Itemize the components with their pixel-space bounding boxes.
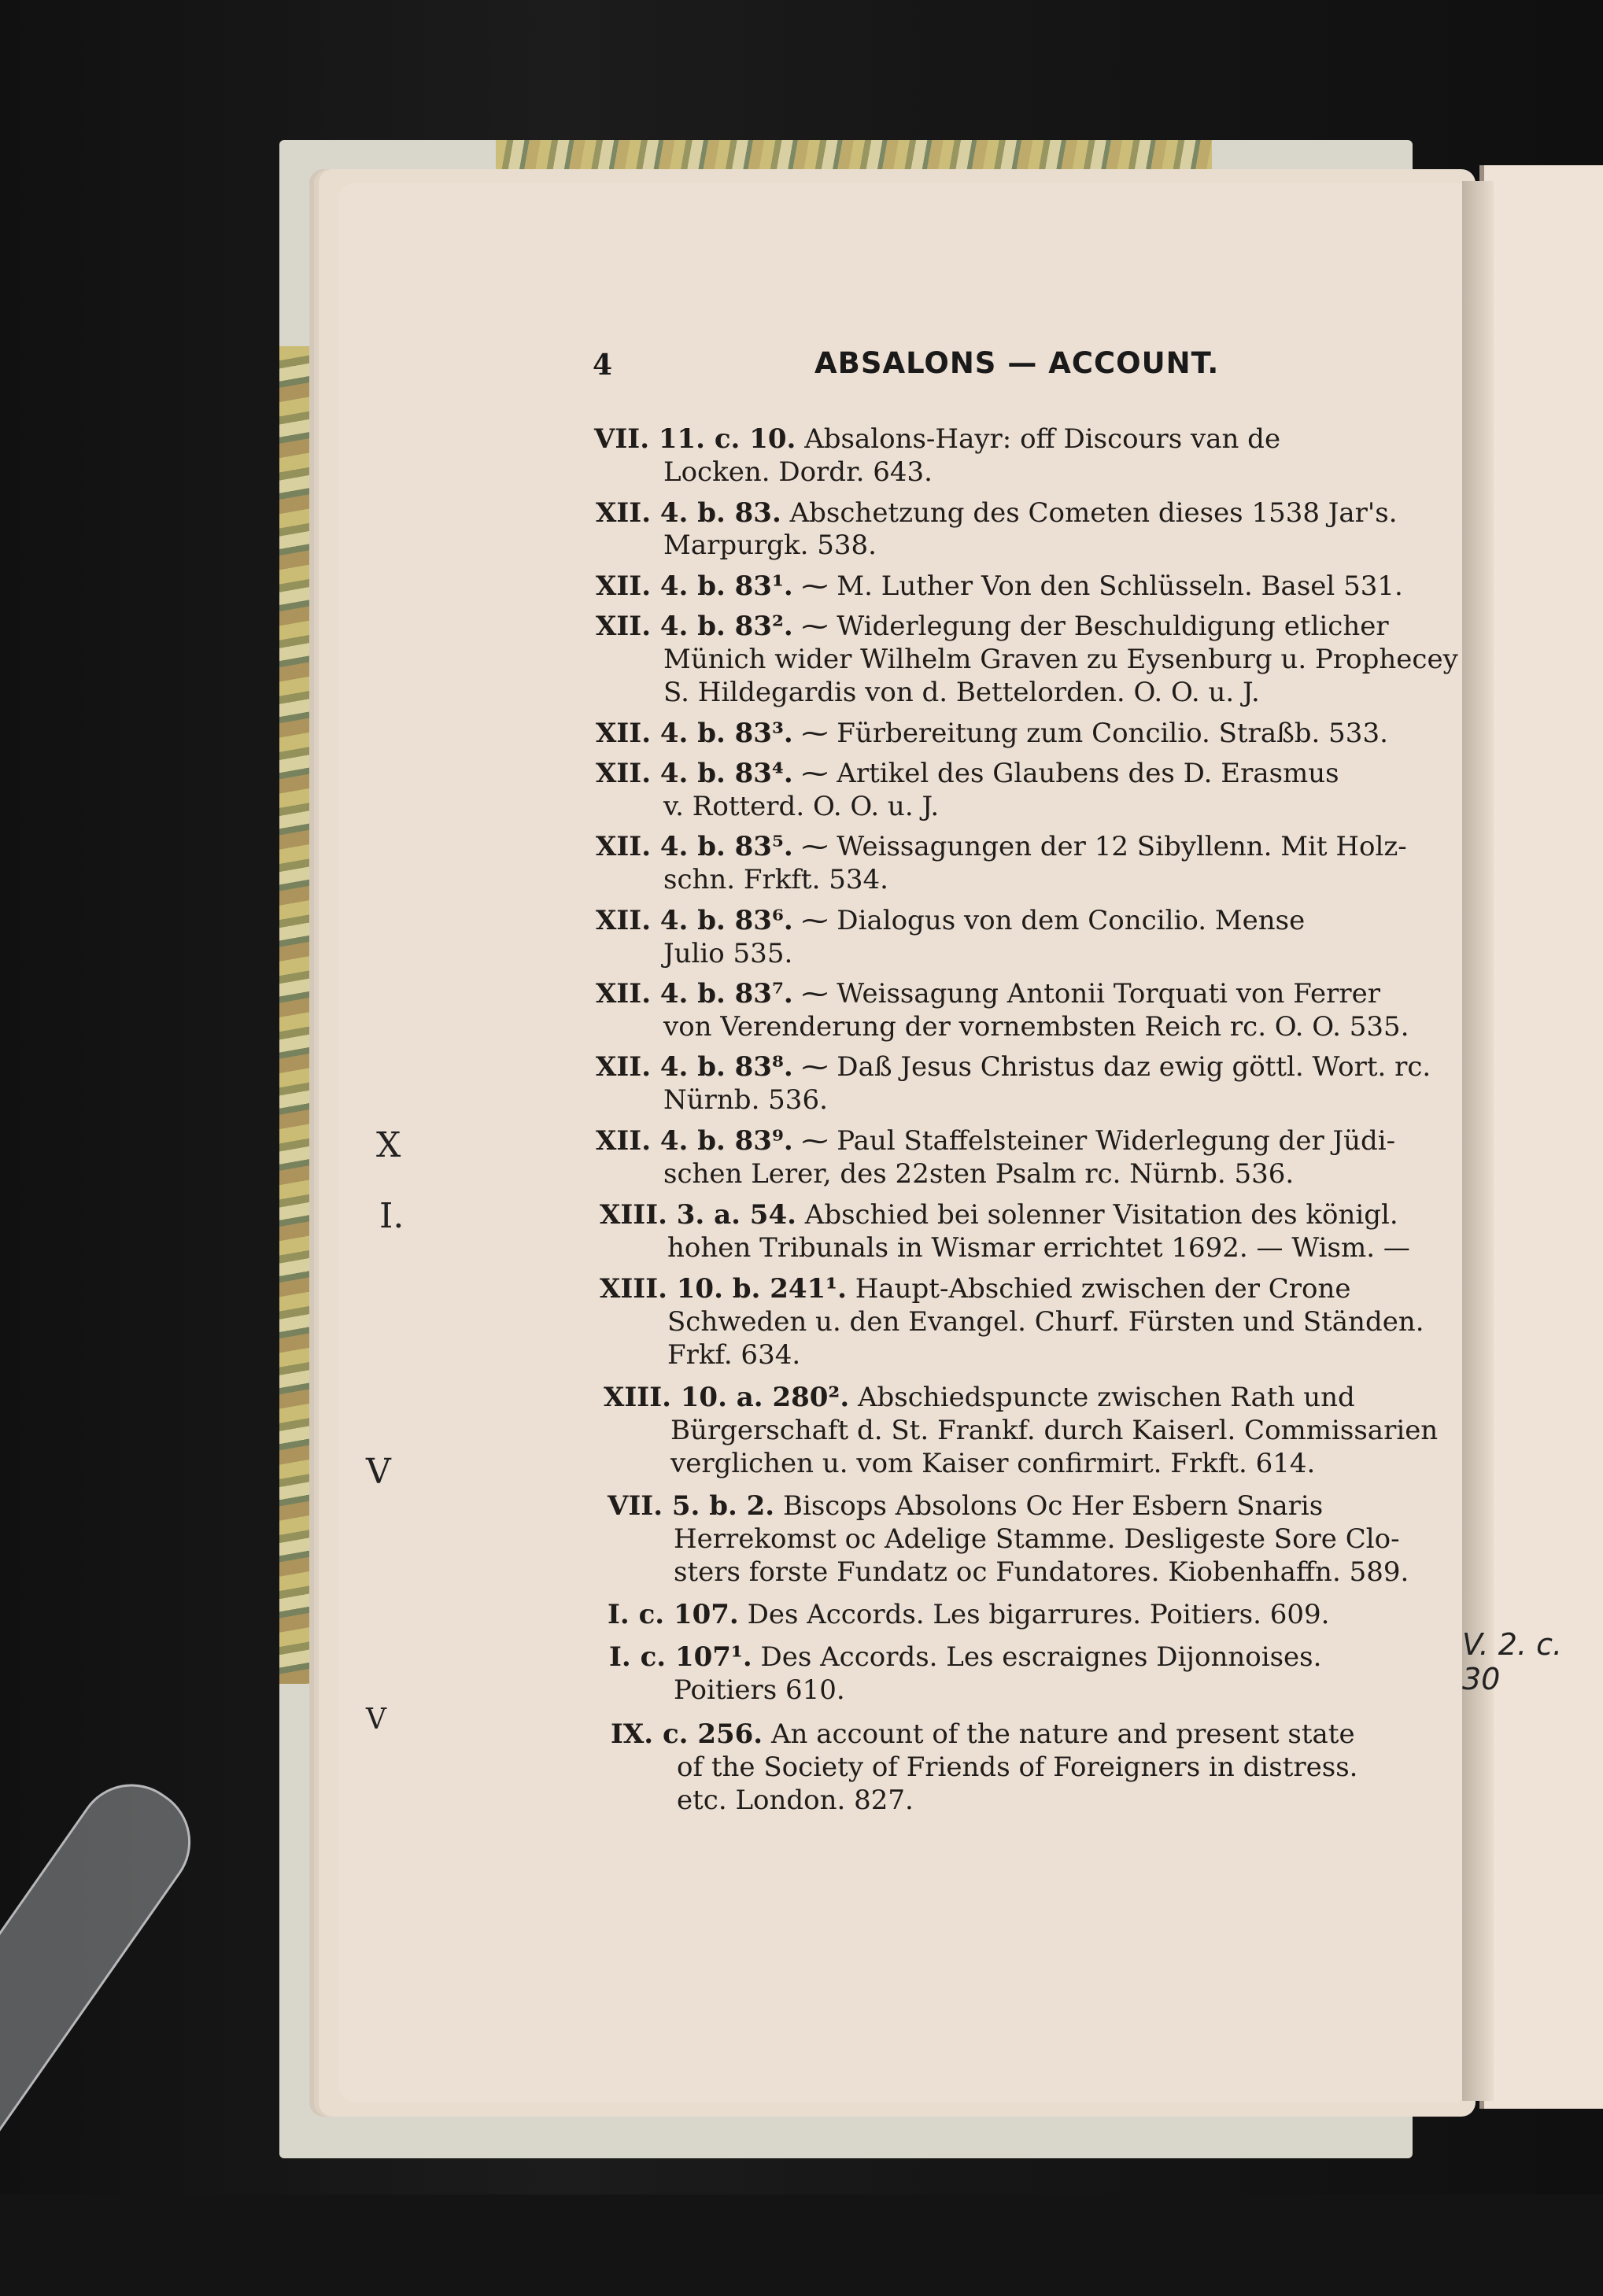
entry-line: S. Hildegardis von d. Bettelorden. O. O. u. J. [663, 677, 1260, 708]
entry-ref: XII. 4. b. 83². ⁓ Widerlegung der Beschuldigung etlicher [596, 611, 1389, 642]
entry-ref: XII. 4. b. 83⁶. ⁓ Dialogus von dem Concilio. Mense [596, 905, 1306, 936]
entry-ref: XII. 4. b. 83⁹. ⁓ Paul Staffelsteiner Widerlegung der Jüdi- [596, 1125, 1396, 1157]
margin-mark: I. [379, 1196, 404, 1236]
entry-ref: XIII. 3. a. 54. Abschied bei solenner Visitation des königl. [600, 1199, 1398, 1231]
entry-line: Julio 535. [663, 938, 793, 969]
entry-ref: XIII. 10. a. 280². Abschiedspuncte zwischen Rath und [604, 1382, 1355, 1413]
entry-line: of the Society of Friends of Foreigners in distress. [677, 1752, 1358, 1783]
entry-line: Marpurgk. 538. [663, 530, 877, 561]
margin-mark: V [366, 1452, 391, 1492]
margin-mark: X [376, 1125, 401, 1165]
entry-line: schn. Frkft. 534. [663, 864, 888, 895]
entry-line: verglichen u. vom Kaiser confirmirt. Frkft. 614. [670, 1448, 1316, 1479]
entry-ref: VII. 5. b. 2. Biscops Absolons Oc Her Esbern Snaris [608, 1490, 1324, 1522]
entry-line: hohen Tribunals in Wismar errichtet 1692. — Wism. — [667, 1232, 1410, 1264]
entry-line: Nürnb. 536. [663, 1084, 828, 1116]
entry-line: Poitiers 610. [674, 1674, 845, 1706]
entry-line: Bürgerschaft d. St. Frankf. durch Kaiserl. Commissarien [670, 1415, 1439, 1446]
entry-line: Frkf. 634. [667, 1339, 801, 1371]
entry-line: Münich wider Wilhelm Graven zu Eysenburg u. Prophecey [663, 644, 1458, 675]
entry-line: sters forste Fundatz oc Fundatores. Kiobenhaffn. 589. [674, 1556, 1409, 1588]
entry-ref: XII. 4. b. 83. Abschetzung des Cometen dieses 1538 Jar's. [596, 497, 1398, 529]
entry-ref: XII. 4. b. 83⁷. ⁓ Weissagung Antonii Torquati von Ferrer [596, 978, 1380, 1010]
running-head: ABSALONS — ACCOUNT. [814, 346, 1220, 380]
entry-ref: XII. 4. b. 83³. ⁓ Fürbereitung zum Concilio. Straßb. 533. [596, 718, 1388, 749]
entry-line: Locken. Dordr. 643. [663, 456, 933, 488]
entry-ref: XIII. 10. b. 241¹. Haupt-Abschied zwischen der Crone [600, 1273, 1351, 1305]
entry-ref: IX. c. 256. An account of the nature and present state [611, 1718, 1355, 1750]
handwritten-shelfmark: V. 2. c. 30 [1462, 1627, 1563, 1696]
entry-ref: XII. 4. b. 83⁴. ⁓ Artikel des Glaubens des D. Erasmus [596, 758, 1339, 789]
entry-line: Schweden u. den Evangel. Churf. Fürsten und Ständen. [667, 1306, 1424, 1338]
entry-ref: XII. 4. b. 83⁵. ⁓ Weissagungen der 12 Sibyllenn. Mit Holz- [596, 831, 1407, 862]
entry-ref: I. c. 107. Des Accords. Les bigarrures. Poitiers. 609. [608, 1599, 1330, 1630]
entry-ref: VII. 11. c. 10. Absalons-Hayr: off Discours van de [594, 423, 1281, 455]
entry-line: Herrekomst oc Adelige Stamme. Desligeste Sore Clo- [674, 1523, 1400, 1555]
entry-ref: I. c. 107¹. Des Accords. Les escraignes Dijonnoises. [609, 1641, 1322, 1673]
margin-mark: V [366, 1704, 386, 1736]
entry-ref: XII. 4. b. 83⁸. ⁓ Daß Jesus Christus daz ewig göttl. Wort. rc. [596, 1051, 1431, 1083]
entry-line: etc. London. 827. [677, 1785, 914, 1816]
entry-ref: XII. 4. b. 83¹. ⁓ M. Luther Von den Schlüsseln. Basel 531. [596, 570, 1403, 602]
entry-line: von Verenderung der vornembsten Reich rc. O. O. 535. [663, 1011, 1409, 1043]
page-number: 4 [593, 349, 613, 382]
entry-line: schen Lerer, des 22sten Psalm rc. Nürnb. 536. [663, 1158, 1295, 1190]
entry-line: v. Rotterd. O. O. u. J. [663, 791, 940, 822]
